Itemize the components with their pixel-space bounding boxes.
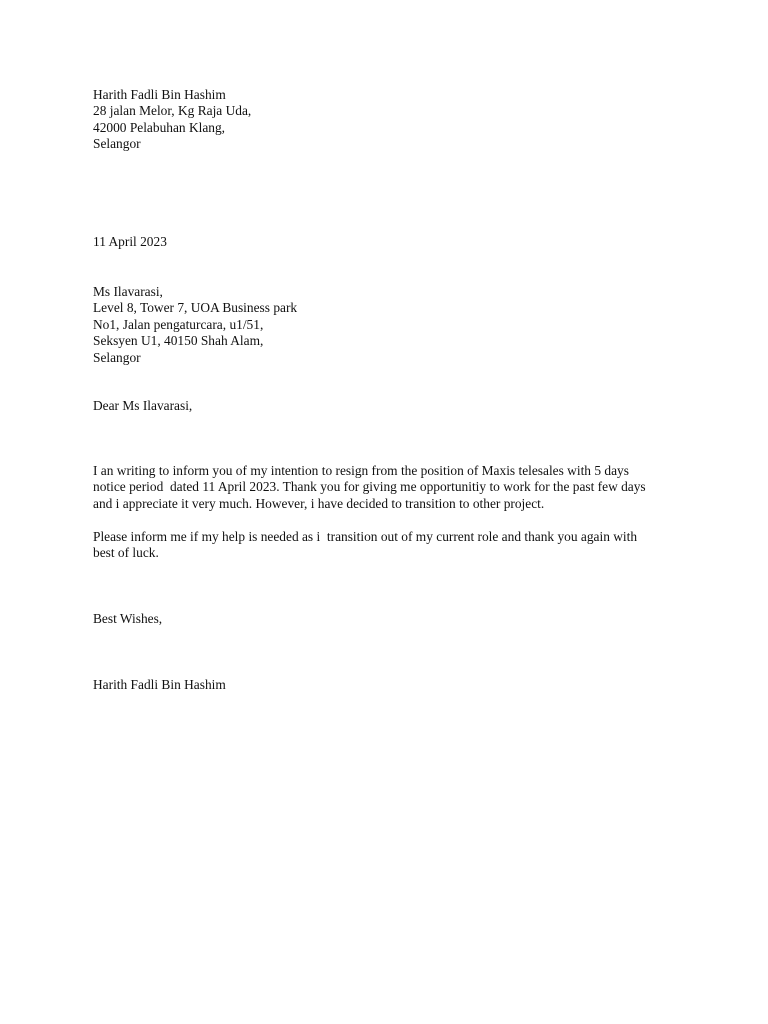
paragraph-line: and i appreciate it very much. However, i have decided to transition to other project. [93, 495, 545, 511]
body-paragraph-1 [93, 463, 693, 512]
letter-date-block [93, 234, 693, 250]
recipient-name: Ms Ilavarasi, [93, 284, 163, 299]
signature-name: Harith Fadli Bin Hashim [93, 677, 226, 692]
recipient-address-line: No1, Jalan pengaturcara, u1/51, [93, 316, 264, 332]
salutation-block [93, 398, 693, 414]
sender-address-line: 28 jalan Melor, Kg Raja Uda, [93, 103, 252, 119]
closing: Best Wishes, [93, 611, 163, 626]
recipient-address-block [93, 284, 693, 366]
sender-name: Harith Fadli Bin Hashim [93, 87, 226, 102]
closing-block [93, 611, 693, 627]
letter-date: 11 April 2023 [93, 234, 167, 249]
recipient-address-line: Selangor [93, 349, 141, 365]
sender-address-line: 42000 Pelabuhan Klang, [93, 119, 226, 135]
paragraph-line: I an writing to inform you of my intention to resign from the position of Maxis telesales with 5 days [93, 463, 629, 478]
salutation: Dear Ms Ilavarasi, [93, 398, 193, 413]
body-paragraph-2 [93, 529, 693, 562]
sender-address-line: Selangor [93, 136, 141, 152]
paragraph-line: notice period dated 11 April 2023. Thank you for giving me opportunitiy to work for the past few days [93, 479, 646, 495]
signature-block [93, 677, 693, 693]
sender-address-block [93, 87, 693, 153]
recipient-address-line: Seksyen U1, 40150 Shah Alam, [93, 333, 264, 349]
recipient-address-line: Level 8, Tower 7, UOA Business park [93, 300, 298, 316]
paragraph-line: Please inform me if my help is needed as i transition out of my current role and thank you again with [93, 529, 638, 544]
paragraph-line: best of luck. [93, 545, 159, 561]
